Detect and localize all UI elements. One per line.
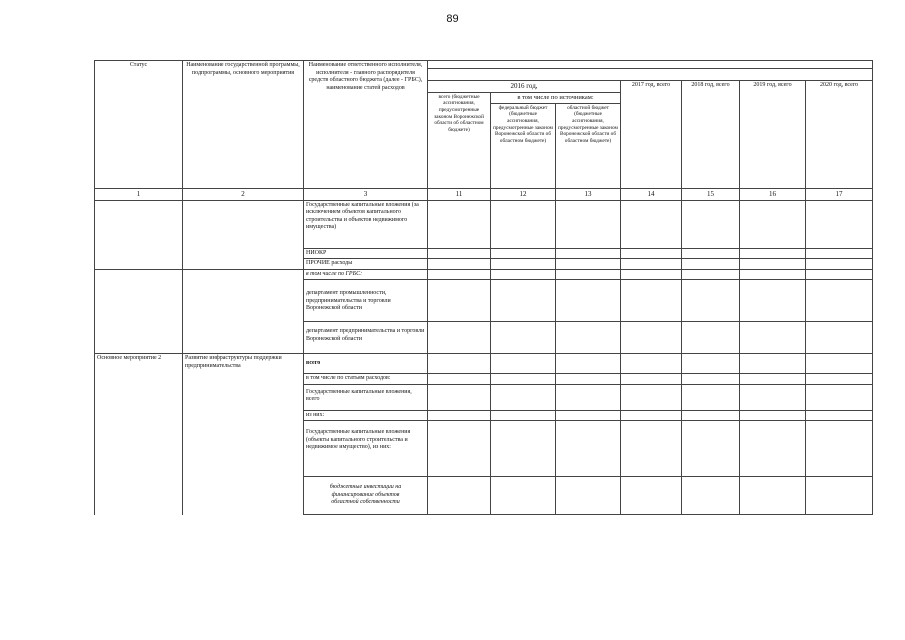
col-num-11: 11 <box>428 188 491 200</box>
col-num-12: 12 <box>491 188 556 200</box>
row-main-activity-2: Основное мероприятие 2 <box>95 354 183 515</box>
col-num-15: 15 <box>682 188 740 200</box>
row-capital-investments-excl: Государственные капитальные вложения (за исключением объектов капитального строительства и объектов недвижимого имущества) <box>304 200 428 248</box>
col-num-1: 1 <box>95 188 183 200</box>
header-total: всего (бюджетные ассигнования, предусмотренные законом Воронежской области об областном бюджете) <box>428 92 491 188</box>
col-num-14: 14 <box>621 188 682 200</box>
row-by-grbs: в том числе по ГРБС: <box>304 269 428 280</box>
header-year-2016: 2016 год, <box>428 81 621 93</box>
row-dept-industry: департамент промышленности, предпринимательства и торговли Воронежской области <box>304 280 428 322</box>
row-by-expense-items: в том числе по статьям расходов: <box>304 374 428 385</box>
row-niokr: НИОКР <box>304 248 428 259</box>
row-budget-investments: бюджетные инвестиции на финансирование объектов областной собственности <box>304 477 428 515</box>
header-blank-row-2 <box>428 69 873 81</box>
col-num-16: 16 <box>740 188 806 200</box>
header-blank-row <box>428 61 873 69</box>
col-num-2: 2 <box>183 188 304 200</box>
page-number: 89 <box>446 13 459 25</box>
col-num-17: 17 <box>806 188 873 200</box>
table-row <box>95 354 873 374</box>
header-federal: федеральный бюджет (бюджетные ассигнования, предусмотренные законом Воронежской области об областном бюджете) <box>491 103 556 188</box>
header-sources: в том числе по источникам: <box>491 92 621 103</box>
header-2017: 2017 год, всего <box>621 81 682 189</box>
row-infrastructure: Развитие инфраструктуры поддержки предпринимательства <box>183 354 304 515</box>
header-program-name: Наименование государственной программы, подпрограммы, основного мероприятия <box>183 61 304 189</box>
table-row <box>95 269 873 280</box>
col-num-13: 13 <box>556 188 621 200</box>
row-capital-investments-total: Государственные капитальные вложения, всего <box>304 384 428 410</box>
col-num-3: 3 <box>304 188 428 200</box>
row-dept-entrepreneurship: департамент предпринимательства и торговли Воронежской области <box>304 322 428 354</box>
header-executor: Наименование ответственного исполнителя, исполнителя - главного распорядителя средств областного бюджета (далее - ГРБС), наименование статей расходов <box>304 61 428 189</box>
header-2019: 2019 год, всего <box>740 81 806 189</box>
row-total: всего <box>304 354 428 374</box>
row-of-which: из них: <box>304 410 428 421</box>
header-status: Статус <box>95 61 183 189</box>
row-other-expenses: ПРОЧИЕ расходы <box>304 259 428 270</box>
budget-table <box>94 60 873 515</box>
row-capital-objects: Государственные капитальные вложения (объекты капитального строительства и недвижимое имущество), из них: <box>304 421 428 477</box>
header-2018: 2018 год, всего <box>682 81 740 189</box>
header-regional: областной бюджет (бюджетные ассигнования, предусмотренные законом Воронежской области об областном бюджете) <box>556 103 621 188</box>
header-2020: 2020 год, всего <box>806 81 873 189</box>
table-row <box>95 200 873 248</box>
